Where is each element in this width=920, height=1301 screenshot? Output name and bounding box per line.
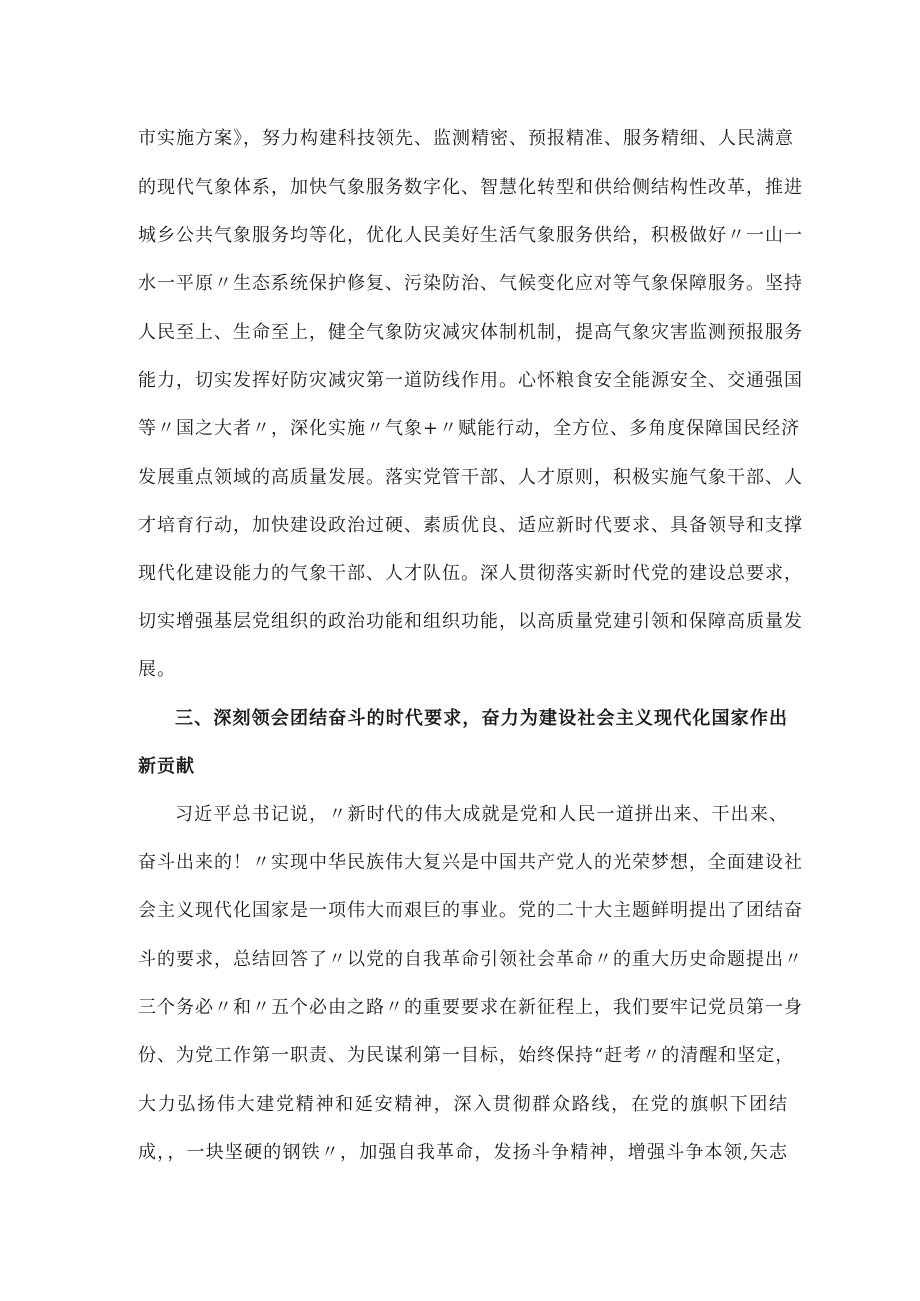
paragraph-1-line: 人民至上、生命至上，健全气象防灾减灾体制机制，提高气象灾害监测预报服务 [138, 322, 803, 343]
paragraph-1-line: 现代化建设能力的气象干部、人才队伍。深人贯彻落实新时代党的建设总要求， [138, 563, 803, 584]
section-heading: 三、深刻领会团结奋斗的时代要求，奋力为建设社会主义现代化国家作出 [175, 708, 788, 729]
paragraph-2-line: 大力弘扬伟大建党精神和延安精神，深入贯彻群众路线，在党的旗帜下团结 [138, 1094, 788, 1115]
paragraph-1-line: 水一平原〃生态系统保护修复、污染防治、气候变化应对等气象保障服务。坚持 [138, 273, 803, 294]
paragraph-2-line: 习近平总书记说，〃新时代的伟大成就是党和人民一道拼出来、干出来、 [175, 804, 788, 825]
paragraph-1-line: 才培育行动，加快建设政治过硬、素质优良、适应新时代要求、具备领导和支撑 [138, 515, 803, 536]
paragraph-1-line: 的现代气象体系，加快气象服务数字化、智慧化转型和供给侧结构性改革，推进 [138, 177, 803, 198]
paragraph-2-line: 份、为党工作第一职责、为民谋利第一目标，始终保持“赶考〃的清醒和坚定， [138, 1045, 795, 1066]
paragraph-1-line: 等〃国之大者〃，深化实施〃气象+〃赋能行动，全方位、多角度保障国民经济 [138, 418, 801, 439]
paragraph-2-line: 三个务必〃和〃五个必由之路〃的重要要求在新征程上，我们要牢记党员第一身 [138, 997, 803, 1018]
paragraph-1-line: 切实增强基层党组织的政治功能和组织功能，以高质量党建引领和保障高质量发 [138, 611, 803, 632]
paragraph-1-line: 展。 [138, 659, 176, 680]
paragraph-2-line: 成，，一块坚硬的钢铁〃，加强自我革命，发扬斗争精神，增强斗争本领,矢志 [138, 1142, 788, 1163]
paragraph-1-line: 城乡公共气象服务均等化，优化人民美好生活气象服务供给，积极做好〃一山一 [138, 225, 803, 246]
paragraph-1-line: 市实施方案》，努力构建科技领先、监测精密、预报精准、服务精细、人民满意 [138, 128, 794, 149]
paragraph-1-line: 能力，切实发挥好防灾减灾第一道防线作用。心怀粮食安全能源安全、交通强国 [138, 370, 803, 391]
section-heading: 新贡献 [138, 756, 195, 777]
paragraph-1-line: 发展重点领域的高质量发展。落实党管干部、人才原则，积极实施气象干部、人 [138, 467, 803, 488]
paragraph-2-line: 会主义现代化国家是一项伟大而艰巨的事业。党的二十大主题鲜明提出了团结奋 [138, 900, 803, 921]
paragraph-2-line: 奋斗出来的！〃实现中华民族伟大复兴是中国共产党人的光荣梦想，全面建设社 [138, 852, 803, 873]
paragraph-2-line: 斗的要求，总结回答了〃以党的自我革命引领社会革命〃的重大历史命题提出〃 [138, 949, 803, 970]
